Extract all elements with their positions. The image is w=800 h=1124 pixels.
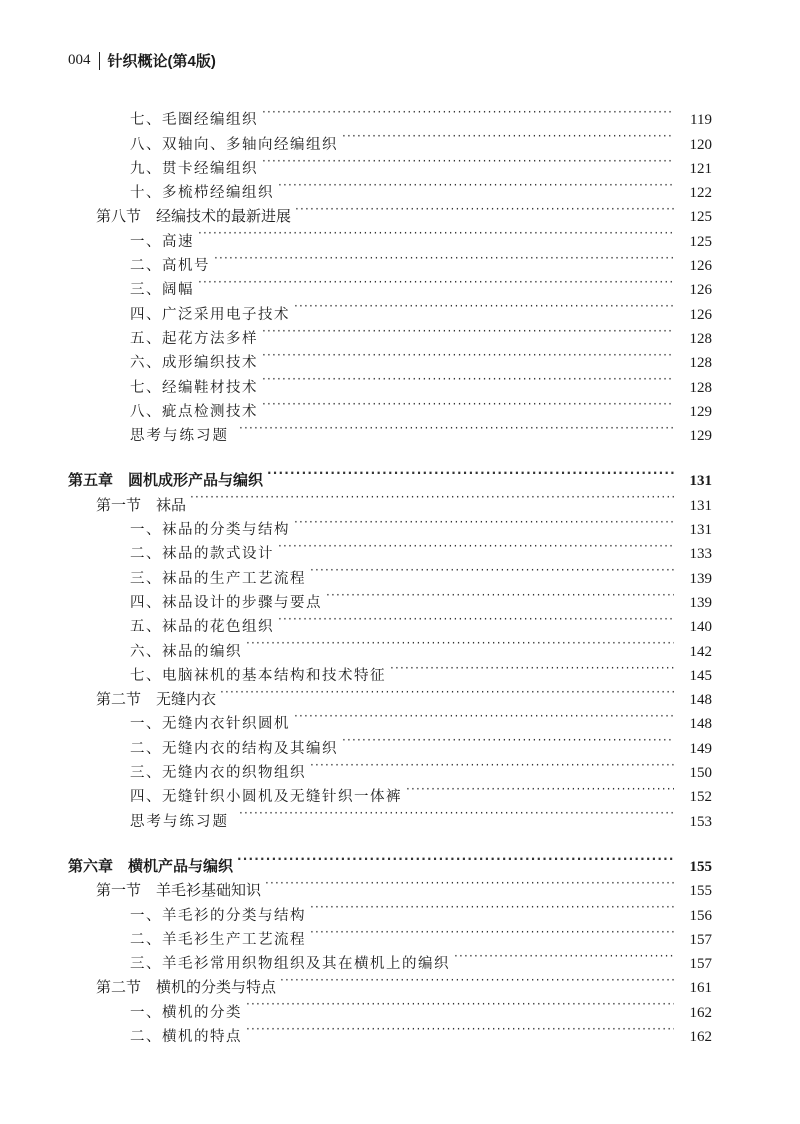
toc-entry-title: 一、袜品的分类与结构: [130, 522, 290, 539]
dot-leader: [214, 246, 674, 270]
dot-leader: [262, 367, 674, 391]
dot-leader: [390, 656, 674, 680]
toc-entry-item[interactable]: [0, 221, 800, 250]
dot-leader: [294, 704, 674, 728]
toc-entry-title: 十、多梳栉经编组织: [130, 185, 274, 202]
toc-entry-item[interactable]: [0, 149, 800, 177]
toc-entry-title: 三、袜品的生产工艺流程: [130, 570, 306, 587]
toc-entry-title: 六、袜品的编织: [130, 643, 242, 660]
toc-page-number: 121: [689, 160, 712, 177]
toc-entry-item[interactable]: [0, 920, 800, 948]
toc-page-number: 155: [689, 883, 712, 900]
toc-page-number: 148: [689, 716, 712, 733]
toc-page-number: 161: [689, 980, 712, 997]
toc-entry-item[interactable]: [0, 173, 800, 202]
toc-page-number: 139: [689, 570, 712, 587]
toc-entry-title: 第二节 横机的分类与特点: [96, 979, 277, 997]
toc-page-number: 153: [689, 813, 712, 830]
toc-page-number: 145: [689, 667, 712, 684]
page-number: 004: [68, 52, 91, 68]
toc-page-number: 150: [689, 765, 712, 782]
dot-leader: [262, 100, 674, 124]
dot-leader: [239, 801, 674, 825]
toc-page-number: 128: [689, 355, 712, 372]
toc-entry-item[interactable]: [0, 753, 800, 782]
dot-leader: [310, 558, 674, 582]
dot-leader: [280, 968, 674, 992]
toc-page-number: 129: [689, 428, 712, 445]
dot-leader: [198, 270, 674, 294]
toc-page-number: 142: [689, 643, 712, 660]
toc-entry-title: 三、无缝内衣的织物组织: [130, 765, 306, 782]
toc-entry-item[interactable]: [0, 944, 800, 973]
toc-page-number: 125: [689, 209, 712, 226]
toc-entry-item[interactable]: [0, 1017, 800, 1045]
toc-entry-item[interactable]: [0, 319, 800, 347]
toc-entry-item[interactable]: [0, 534, 800, 563]
toc-entry-title: 一、无缝内衣针织圆机: [130, 716, 290, 733]
toc-entry-title: 八、双轴向、多轴向经编组织: [130, 136, 338, 153]
toc-entry-item[interactable]: [0, 294, 800, 323]
toc-entry-title: 九、贯卡经编组织: [130, 160, 258, 177]
toc-page-number: 131: [689, 497, 712, 514]
toc-page-number: 156: [689, 907, 712, 924]
toc-entry-title: 三、羊毛衫常用织物组织及其在横机上的编织: [130, 956, 450, 973]
dot-leader: [198, 221, 674, 245]
toc-entry-title: 二、袜品的款式设计: [130, 546, 274, 563]
toc-entry-exercise[interactable]: [0, 801, 800, 830]
dot-leader: [278, 607, 674, 631]
dot-leader: [262, 149, 674, 173]
toc-entry-item[interactable]: [0, 124, 800, 153]
toc-page-number: 128: [689, 379, 712, 396]
dot-leader: [246, 631, 674, 655]
toc-page-number: 162: [689, 1028, 712, 1045]
toc-entry-title: 四、袜品设计的步骤与要点: [130, 594, 322, 611]
book-title: 针织概论(第4版): [107, 53, 216, 70]
toc-entry-title: 一、羊毛衫的分类与结构: [130, 907, 306, 924]
toc-entry-title: 四、广泛采用电子技术: [130, 306, 290, 323]
toc-entry-title: 二、高机号: [130, 258, 210, 275]
toc-entry-item[interactable]: [0, 246, 800, 275]
dot-leader: [267, 461, 674, 485]
toc-entry-chapter[interactable]: [0, 461, 800, 490]
toc-entry-item[interactable]: [0, 510, 800, 539]
dot-leader: [239, 416, 674, 440]
dot-leader: [295, 197, 674, 221]
toc-page-number: 122: [689, 185, 712, 202]
toc-entry-title: 思考与练习题: [130, 428, 229, 445]
toc-entry-title: 第二节 无缝内衣: [96, 691, 217, 709]
toc-page-number: 139: [689, 594, 712, 611]
toc-entry-title: 第一节 袜品: [96, 496, 187, 514]
toc-entry-section[interactable]: [0, 485, 800, 514]
toc-entry-title: 五、袜品的花色组织: [130, 619, 274, 636]
toc-entry-title: 一、高速: [130, 233, 194, 250]
dot-leader: [310, 895, 674, 919]
toc-page-number: 126: [689, 258, 712, 275]
dot-leader: [237, 847, 674, 871]
toc-entry-item[interactable]: [0, 656, 800, 684]
toc-entry-title: 二、无缝内衣的结构及其编织: [130, 740, 338, 757]
toc-entry-title: 一、横机的分类: [130, 1004, 242, 1021]
toc-entry-title: 第一节 羊毛衫基础知识: [96, 882, 262, 900]
toc-entry-item[interactable]: [0, 367, 800, 396]
toc-entry-title: 七、经编鞋材技术: [130, 379, 258, 396]
toc-page-number: 133: [689, 546, 712, 563]
toc-entry-title: 第八节 经编技术的最新进展: [96, 208, 292, 226]
dot-leader: [190, 485, 674, 509]
toc-entry-item[interactable]: [0, 895, 800, 924]
dot-leader: [342, 728, 674, 752]
toc-entry-section[interactable]: [0, 680, 800, 709]
dot-leader: [310, 920, 674, 944]
toc-entry-title: 八、疵点检测技术: [130, 403, 258, 420]
toc-entry-title: 第五章 圆机成形产品与编织: [68, 472, 264, 490]
toc-entry-item[interactable]: [0, 704, 800, 733]
toc-entry-title: 四、无缝针织小圆机及无缝针织一体裤: [130, 789, 402, 806]
dot-leader: [246, 1017, 674, 1041]
table-of-contents: [0, 100, 800, 1045]
dot-leader: [265, 871, 674, 895]
toc-page-number: 129: [689, 403, 712, 420]
toc-entry-item[interactable]: [0, 631, 800, 660]
dot-leader: [310, 753, 674, 777]
toc-entry-item[interactable]: [0, 343, 800, 372]
toc-entry-title: 六、成形编织技术: [130, 355, 258, 372]
toc-entry-title: 七、毛圈经编组织: [130, 112, 258, 129]
toc-entry-item[interactable]: [0, 100, 800, 129]
dot-leader: [342, 124, 674, 148]
dot-leader: [406, 777, 674, 801]
toc-entry-chapter[interactable]: [0, 847, 800, 875]
toc-entry-item[interactable]: [0, 558, 800, 587]
toc-page-number: 119: [690, 112, 712, 129]
dot-leader: [220, 680, 674, 704]
toc-entry-item[interactable]: [0, 777, 800, 806]
toc-page-number: 157: [689, 956, 712, 973]
toc-entry-item[interactable]: [0, 392, 800, 420]
toc-page-number: 128: [689, 330, 712, 347]
toc-page-number: 148: [689, 692, 712, 709]
dot-leader: [246, 992, 674, 1016]
toc-page-number: 140: [689, 619, 712, 636]
running-header: [68, 50, 216, 71]
toc-entry-item[interactable]: [0, 270, 800, 299]
dot-leader: [262, 343, 674, 367]
toc-page-number: 126: [689, 306, 712, 323]
toc-page-number: 131: [689, 522, 712, 539]
toc-entry-item[interactable]: [0, 607, 800, 636]
dot-leader: [326, 583, 674, 607]
toc-entry-title: 七、电脑袜机的基本结构和技术特征: [130, 667, 386, 684]
header-divider: [99, 52, 100, 70]
toc-page-number: 125: [689, 233, 712, 250]
toc-entry-title: 二、横机的特点: [130, 1028, 242, 1045]
toc-page-number: 131: [689, 473, 712, 490]
dot-leader: [294, 294, 674, 318]
dot-leader: [262, 319, 674, 343]
toc-page-number: 152: [689, 789, 712, 806]
toc-page-number: 155: [689, 858, 712, 875]
toc-entry-title: 二、羊毛衫生产工艺流程: [130, 931, 306, 948]
dot-leader: [294, 510, 674, 534]
toc-entry-title: 五、起花方法多样: [130, 330, 258, 347]
toc-entry-title: 第六章 横机产品与编织: [68, 857, 234, 875]
toc-entry-title: 思考与练习题: [130, 813, 229, 830]
toc-entry-title: 三、阔幅: [130, 282, 194, 299]
toc-entry-section[interactable]: [0, 197, 800, 226]
dot-leader: [262, 392, 674, 416]
toc-page-number: 149: [689, 740, 712, 757]
toc-entry-item[interactable]: [0, 728, 800, 757]
toc-entry-section[interactable]: [0, 968, 800, 997]
toc-entry-section[interactable]: [0, 871, 800, 900]
toc-entry-item[interactable]: [0, 992, 800, 1021]
toc-page-number: 120: [689, 136, 712, 153]
toc-entry-exercise[interactable]: [0, 416, 800, 445]
toc-page-number: 126: [689, 282, 712, 299]
dot-leader: [278, 534, 674, 558]
toc-page-number: 157: [689, 931, 712, 948]
dot-leader: [278, 173, 674, 197]
toc-entry-item[interactable]: [0, 583, 800, 611]
toc-page-number: 162: [689, 1004, 712, 1021]
dot-leader: [454, 944, 674, 968]
